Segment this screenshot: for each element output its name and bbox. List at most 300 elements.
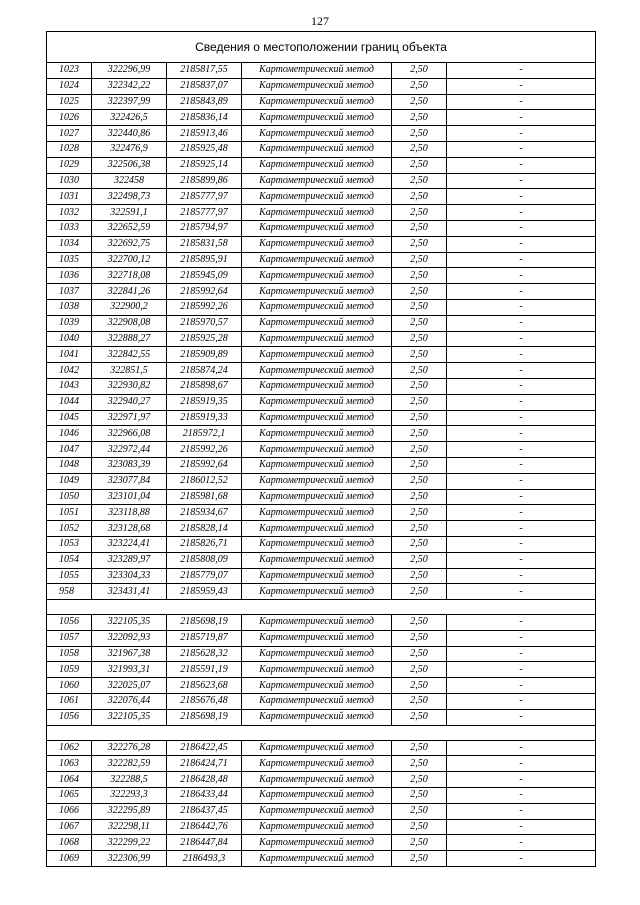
accuracy-cell: 2,50 [392,315,447,331]
accuracy-cell: 2,50 [392,694,447,710]
y-coordinate-cell: 2185591,19 [167,662,242,678]
accuracy-cell: 2,50 [392,505,447,521]
accuracy-cell: 2,50 [392,110,447,126]
point-number-cell: 1059 [47,662,92,678]
description-cell: - [447,394,596,410]
accuracy-cell: 2,50 [392,126,447,142]
y-coordinate-cell: 2185831,58 [167,236,242,252]
method-cell: Картометрический метод [242,457,392,473]
method-cell: Картометрический метод [242,78,392,94]
x-coordinate-cell: 322841,26 [92,284,167,300]
table-row [47,426,596,442]
x-coordinate-cell: 322476,9 [92,141,167,157]
accuracy-cell: 2,50 [392,173,447,189]
y-coordinate-cell: 2185959,43 [167,584,242,600]
x-coordinate-cell: 322426,5 [92,110,167,126]
point-number-cell: 1026 [47,110,92,126]
table-row [47,772,596,788]
method-cell: Картометрический метод [242,442,392,458]
method-cell: Картометрический метод [242,835,392,851]
description-cell: - [447,173,596,189]
table-row [47,347,596,363]
y-coordinate-cell: 2185698,19 [167,615,242,631]
x-coordinate-cell: 322652,59 [92,220,167,236]
table-row [47,78,596,94]
y-coordinate-cell: 2185623,68 [167,678,242,694]
y-coordinate-cell: 2186433,44 [167,788,242,804]
table-row [47,489,596,505]
y-coordinate-cell: 2185925,28 [167,331,242,347]
method-cell: Картометрический метод [242,141,392,157]
description-cell: - [447,615,596,631]
x-coordinate-cell: 322288,5 [92,772,167,788]
method-cell: Картометрический метод [242,363,392,379]
point-number-cell: 1035 [47,252,92,268]
y-coordinate-cell: 2185934,67 [167,505,242,521]
point-number-cell: 1060 [47,678,92,694]
contour-separator [47,725,596,740]
point-number-cell: 1043 [47,378,92,394]
accuracy-cell: 2,50 [392,521,447,537]
x-coordinate-cell: 322295,89 [92,803,167,819]
table-row [47,205,596,221]
y-coordinate-cell: 2185925,14 [167,157,242,173]
accuracy-cell: 2,50 [392,378,447,394]
method-cell: Картометрический метод [242,126,392,142]
table-row [47,473,596,489]
accuracy-cell: 2,50 [392,94,447,110]
description-cell: - [447,473,596,489]
method-cell: Картометрический метод [242,331,392,347]
description-cell: - [447,299,596,315]
x-coordinate-cell: 322842,55 [92,347,167,363]
y-coordinate-cell: 2186428,48 [167,772,242,788]
table-caption: Сведения о местоположении границ объекта [47,32,596,63]
point-number-cell: 1029 [47,157,92,173]
table-row [47,378,596,394]
x-coordinate-cell: 322458 [92,173,167,189]
x-coordinate-cell: 323224,41 [92,536,167,552]
accuracy-cell: 2,50 [392,536,447,552]
x-coordinate-cell: 322971,97 [92,410,167,426]
accuracy-cell: 2,50 [392,552,447,568]
x-coordinate-cell: 323431,41 [92,584,167,600]
accuracy-cell: 2,50 [392,426,447,442]
y-coordinate-cell: 2185992,64 [167,284,242,300]
method-cell: Картометрический метод [242,788,392,804]
y-coordinate-cell: 2185794,97 [167,220,242,236]
x-coordinate-cell: 322506,38 [92,157,167,173]
accuracy-cell: 2,50 [392,410,447,426]
description-cell: - [447,110,596,126]
point-number-cell: 1028 [47,141,92,157]
description-cell: - [447,442,596,458]
method-cell: Картометрический метод [242,851,392,867]
table-row [47,851,596,867]
method-cell: Картометрический метод [242,315,392,331]
contour-separator-row [47,600,596,615]
point-number-cell: 1053 [47,536,92,552]
y-coordinate-cell: 2185698,19 [167,709,242,725]
method-cell: Картометрический метод [242,426,392,442]
y-coordinate-cell: 2185898,67 [167,378,242,394]
point-number-cell: 1056 [47,709,92,725]
description-cell: - [447,584,596,600]
method-cell: Картометрический метод [242,173,392,189]
table-row [47,94,596,110]
table-row [47,173,596,189]
x-coordinate-cell: 322293,3 [92,788,167,804]
accuracy-cell: 2,50 [392,442,447,458]
method-cell: Картометрический метод [242,694,392,710]
accuracy-cell: 2,50 [392,819,447,835]
method-cell: Картометрический метод [242,489,392,505]
point-number-cell: 1068 [47,835,92,851]
table-row [47,220,596,236]
accuracy-cell: 2,50 [392,568,447,584]
point-number-cell: 1057 [47,630,92,646]
x-coordinate-cell: 322591,1 [92,205,167,221]
x-coordinate-cell: 322306,99 [92,851,167,867]
x-coordinate-cell: 322692,75 [92,236,167,252]
x-coordinate-cell: 323128,68 [92,521,167,537]
method-cell: Картометрический метод [242,63,392,79]
description-cell: - [447,489,596,505]
table-row [47,268,596,284]
description-cell: - [447,756,596,772]
method-cell: Картометрический метод [242,615,392,631]
method-cell: Картометрический метод [242,410,392,426]
point-number-cell: 1050 [47,489,92,505]
description-cell: - [447,772,596,788]
point-number-cell: 1036 [47,268,92,284]
table-row [47,646,596,662]
method-cell: Картометрический метод [242,268,392,284]
description-cell: - [447,220,596,236]
method-cell: Картометрический метод [242,819,392,835]
y-coordinate-cell: 2186437,45 [167,803,242,819]
y-coordinate-cell: 2185970,57 [167,315,242,331]
description-cell: - [447,803,596,819]
point-number-cell: 1051 [47,505,92,521]
accuracy-cell: 2,50 [392,678,447,694]
accuracy-cell: 2,50 [392,756,447,772]
accuracy-cell: 2,50 [392,662,447,678]
table-row [47,236,596,252]
boundary-points-table [46,31,596,867]
point-number-cell: 1034 [47,236,92,252]
method-cell: Картометрический метод [242,236,392,252]
y-coordinate-cell: 2185913,46 [167,126,242,142]
x-coordinate-cell: 322888,27 [92,331,167,347]
x-coordinate-cell: 322276,28 [92,740,167,756]
description-cell: - [447,662,596,678]
description-cell: - [447,646,596,662]
point-number-cell: 1069 [47,851,92,867]
x-coordinate-cell: 322076,44 [92,694,167,710]
x-coordinate-cell: 323101,04 [92,489,167,505]
point-number-cell: 1042 [47,363,92,379]
description-cell: - [447,536,596,552]
method-cell: Картометрический метод [242,709,392,725]
method-cell: Картометрический метод [242,252,392,268]
description-cell: - [447,457,596,473]
table-row [47,630,596,646]
x-coordinate-cell: 322700,12 [92,252,167,268]
x-coordinate-cell: 322092,93 [92,630,167,646]
y-coordinate-cell: 2186424,71 [167,756,242,772]
point-number-cell: 1047 [47,442,92,458]
y-coordinate-cell: 2185981,68 [167,489,242,505]
method-cell: Картометрический метод [242,662,392,678]
point-number-cell: 1038 [47,299,92,315]
method-cell: Картометрический метод [242,772,392,788]
x-coordinate-cell: 322440,86 [92,126,167,142]
table-row [47,363,596,379]
description-cell: - [447,709,596,725]
method-cell: Картометрический метод [242,189,392,205]
description-cell: - [447,740,596,756]
point-number-cell: 1032 [47,205,92,221]
x-coordinate-cell: 323289,97 [92,552,167,568]
y-coordinate-cell: 2185972,1 [167,426,242,442]
y-coordinate-cell: 2185945,09 [167,268,242,284]
y-coordinate-cell: 2186447,84 [167,835,242,851]
y-coordinate-cell: 2185719,87 [167,630,242,646]
point-number-cell: 1048 [47,457,92,473]
method-cell: Картометрический метод [242,347,392,363]
x-coordinate-cell: 321993,31 [92,662,167,678]
description-cell: - [447,378,596,394]
table-row [47,63,596,79]
boundary-table-container [46,31,595,867]
accuracy-cell: 2,50 [392,331,447,347]
method-cell: Картометрический метод [242,157,392,173]
point-number-cell: 1046 [47,426,92,442]
y-coordinate-cell: 2185777,97 [167,189,242,205]
y-coordinate-cell: 2186012,52 [167,473,242,489]
method-cell: Картометрический метод [242,220,392,236]
point-number-cell: 1040 [47,331,92,347]
method-cell: Картометрический метод [242,284,392,300]
description-cell: - [447,284,596,300]
description-cell: - [447,78,596,94]
method-cell: Картометрический метод [242,394,392,410]
x-coordinate-cell: 322105,35 [92,709,167,725]
accuracy-cell: 2,50 [392,236,447,252]
point-number-cell: 1030 [47,173,92,189]
point-number-cell: 1061 [47,694,92,710]
description-cell: - [447,694,596,710]
description-cell: - [447,521,596,537]
y-coordinate-cell: 2185992,26 [167,299,242,315]
y-coordinate-cell: 2186442,76 [167,819,242,835]
x-coordinate-cell: 323083,39 [92,457,167,473]
description-cell: - [447,268,596,284]
accuracy-cell: 2,50 [392,347,447,363]
contour-separator-row [47,725,596,740]
description-cell: - [447,835,596,851]
y-coordinate-cell: 2185919,33 [167,410,242,426]
y-coordinate-cell: 2185992,64 [167,457,242,473]
y-coordinate-cell: 2185837,07 [167,78,242,94]
accuracy-cell: 2,50 [392,646,447,662]
description-cell: - [447,630,596,646]
table-row [47,252,596,268]
table-row [47,803,596,819]
y-coordinate-cell: 2185895,91 [167,252,242,268]
x-coordinate-cell: 323304,33 [92,568,167,584]
description-cell: - [447,94,596,110]
table-row [47,394,596,410]
table-row [47,284,596,300]
point-number-cell: 1031 [47,189,92,205]
x-coordinate-cell: 322342,22 [92,78,167,94]
x-coordinate-cell: 322296,99 [92,63,167,79]
x-coordinate-cell: 322972,44 [92,442,167,458]
accuracy-cell: 2,50 [392,803,447,819]
point-number-cell: 1039 [47,315,92,331]
point-number-cell: 1024 [47,78,92,94]
y-coordinate-cell: 2185919,35 [167,394,242,410]
accuracy-cell: 2,50 [392,457,447,473]
x-coordinate-cell: 322718,08 [92,268,167,284]
table-row [47,819,596,835]
method-cell: Картометрический метод [242,552,392,568]
table-row [47,442,596,458]
accuracy-cell: 2,50 [392,473,447,489]
y-coordinate-cell: 2185899,86 [167,173,242,189]
accuracy-cell: 2,50 [392,709,447,725]
table-row [47,835,596,851]
description-cell: - [447,363,596,379]
point-number-cell: 958 [47,584,92,600]
point-number-cell: 1041 [47,347,92,363]
table-row [47,315,596,331]
contour-separator [47,600,596,615]
x-coordinate-cell: 322498,73 [92,189,167,205]
table-row [47,536,596,552]
description-cell: - [447,552,596,568]
point-number-cell: 1055 [47,568,92,584]
method-cell: Картометрический метод [242,740,392,756]
point-number-cell: 1037 [47,284,92,300]
x-coordinate-cell: 323118,88 [92,505,167,521]
method-cell: Картометрический метод [242,803,392,819]
method-cell: Картометрический метод [242,521,392,537]
y-coordinate-cell: 2185628,32 [167,646,242,662]
description-cell: - [447,63,596,79]
y-coordinate-cell: 2186493,3 [167,851,242,867]
point-number-cell: 1049 [47,473,92,489]
accuracy-cell: 2,50 [392,615,447,631]
y-coordinate-cell: 2185874,24 [167,363,242,379]
table-row [47,756,596,772]
method-cell: Картометрический метод [242,205,392,221]
description-cell: - [447,157,596,173]
method-cell: Картометрический метод [242,756,392,772]
method-cell: Картометрический метод [242,646,392,662]
point-number-cell: 1025 [47,94,92,110]
table-row [47,110,596,126]
description-cell: - [447,205,596,221]
description-cell: - [447,189,596,205]
accuracy-cell: 2,50 [392,252,447,268]
accuracy-cell: 2,50 [392,63,447,79]
y-coordinate-cell: 2185808,09 [167,552,242,568]
point-number-cell: 1033 [47,220,92,236]
table-row [47,299,596,315]
accuracy-cell: 2,50 [392,788,447,804]
point-number-cell: 1044 [47,394,92,410]
table-row [47,505,596,521]
x-coordinate-cell: 322397,99 [92,94,167,110]
y-coordinate-cell: 2185826,71 [167,536,242,552]
x-coordinate-cell: 322940,27 [92,394,167,410]
description-cell: - [447,819,596,835]
method-cell: Картометрический метод [242,299,392,315]
accuracy-cell: 2,50 [392,220,447,236]
y-coordinate-cell: 2186422,45 [167,740,242,756]
x-coordinate-cell: 323077,84 [92,473,167,489]
table-row [47,552,596,568]
point-number-cell: 1058 [47,646,92,662]
accuracy-cell: 2,50 [392,284,447,300]
x-coordinate-cell: 322105,35 [92,615,167,631]
table-row [47,694,596,710]
method-cell: Картометрический метод [242,94,392,110]
point-number-cell: 1063 [47,756,92,772]
description-cell: - [447,788,596,804]
accuracy-cell: 2,50 [392,394,447,410]
method-cell: Картометрический метод [242,378,392,394]
table-row [47,521,596,537]
y-coordinate-cell: 2185843,89 [167,94,242,110]
description-cell: - [447,851,596,867]
point-number-cell: 1045 [47,410,92,426]
x-coordinate-cell: 322851,5 [92,363,167,379]
y-coordinate-cell: 2185828,14 [167,521,242,537]
accuracy-cell: 2,50 [392,157,447,173]
accuracy-cell: 2,50 [392,584,447,600]
accuracy-cell: 2,50 [392,141,447,157]
description-cell: - [447,236,596,252]
description-cell: - [447,505,596,521]
accuracy-cell: 2,50 [392,630,447,646]
y-coordinate-cell: 2185925,48 [167,141,242,157]
description-cell: - [447,410,596,426]
table-row [47,709,596,725]
table-row [47,457,596,473]
table-row [47,157,596,173]
table-row [47,740,596,756]
method-cell: Картометрический метод [242,110,392,126]
description-cell: - [447,678,596,694]
point-number-cell: 1065 [47,788,92,804]
accuracy-cell: 2,50 [392,851,447,867]
x-coordinate-cell: 322282,59 [92,756,167,772]
table-row [47,331,596,347]
accuracy-cell: 2,50 [392,363,447,379]
description-cell: - [447,331,596,347]
point-number-cell: 1067 [47,819,92,835]
x-coordinate-cell: 321967,38 [92,646,167,662]
y-coordinate-cell: 2185909,89 [167,347,242,363]
description-cell: - [447,126,596,142]
point-number-cell: 1064 [47,772,92,788]
x-coordinate-cell: 322298,11 [92,819,167,835]
accuracy-cell: 2,50 [392,489,447,505]
